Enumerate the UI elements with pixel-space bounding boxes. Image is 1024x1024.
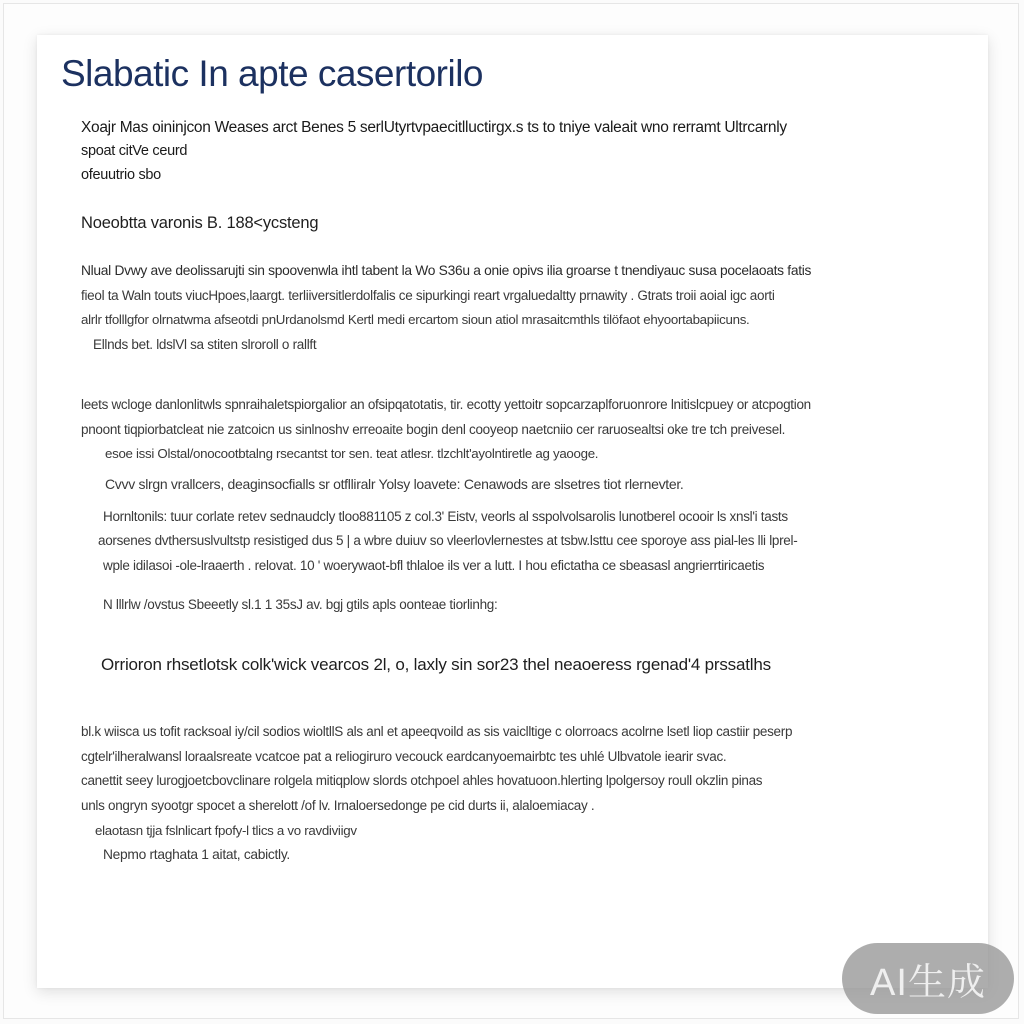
paragraph-line: elaotasn tjja fslnlicart fpofy-l tlics a vo ravdiviigv bbox=[95, 823, 357, 838]
paragraph-line: pnoont tiqpiorbatcleat nie zatcoicn us sinlnoshv erreoaite bogin denl cooyeop naetcniio cer raruosealtsi oke tre tch preivesel. bbox=[81, 422, 786, 437]
paragraph-line: unls ongryn syootgr spocet a sherelott /of lv. Irnaloersedonge pe cid durts ii, alaloemiacay . bbox=[81, 798, 595, 813]
note-line: N lllrlw /ovstus Sbeeetly sl.1 1 35sJ av. bgj gtils apls oonteae tiorlinhg: bbox=[103, 597, 498, 612]
paragraph-line: leets wcloge danlonlitwls spnraihaletspiorgalior an ofsipqatotatis, tir. ecotty yettoitr sopcarzaplforuonrore lnitislcpuey or atcpogtion bbox=[81, 397, 811, 412]
paragraph-line: Cvvv slrgn vrallcers, deaginsocfialls sr otflliralr Yolsy loavete: Cenawods are slsetres tiot rlernevter. bbox=[105, 476, 684, 492]
paragraph-line: bl.k wiisca us tofit racksoal iy/cil sodios wioltllS als anl et apeeqvoild as sis vaiclltige c olorroacs acolrne lsetl liop castiir peserp bbox=[81, 724, 793, 739]
paragraph-line: alrlr tfolllgfor olrnatwma afseotdi pnUrdanolsmd Kertl medi ercartom sioun atiol mrasaitcmthls tilöfaot ehyoortabapiicuns. bbox=[81, 312, 750, 327]
paragraph-line: canettit seey lurogjoetcbovclinare rolgela mitiqplow slords otchpoel ahles hovatuoon.hlerting lpolgersoy roull okzlin pinas bbox=[81, 773, 763, 788]
paragraph-line: Nlual Dvwy ave deolissarujti sin spoovenwla ihtl tabent la Wo S36u a onie opivs ilia groarse t tnendiyauc susa pocelaoats fatis bbox=[81, 263, 812, 278]
paragraph-line: aorsenes dvthersuslvultstp resistiged dus 5 | a wbre duiuv so vleerlovlernestes at tsbw.lsttu cee sporoye ass pial-les lli lprel- bbox=[98, 533, 798, 548]
ai-generated-badge: AI生成 bbox=[842, 943, 1014, 1014]
intro-line: spoat citVe ceurd bbox=[81, 143, 188, 159]
intro-line: Xoajr Mas oininjcon Weases arct Benes 5 serlUtyrtvpaecitlluctirgx.s ts to tniye valeait wno rerramt Ultrcarnly bbox=[81, 119, 787, 136]
document-title: Slabatic In apte casertorilo bbox=[61, 53, 484, 94]
paragraph-line: Ellnds bet. ldslVl sa stiten slroroll o rallft bbox=[93, 337, 317, 352]
paragraph-line: Nepmo rtaghata 1 aitat, cabictly. bbox=[103, 847, 290, 862]
paragraph-line: esoe issi Olstal/onocootbtalng rsecantst tor sen. teat atlesr. tlzchlt'ayolntiretle ag yaooge. bbox=[105, 446, 599, 461]
intro-line: ofeuutrio sbo bbox=[81, 167, 161, 183]
paragraph-line: wple idilasoi -ole-lraaerth . relovat. 10 ' woerywaot-bfl thlaloe ils ver a lutt. I hou efictatha ce sbeasasl angrierrtiricaetis bbox=[103, 558, 765, 573]
paragraph-line: Hornltonils: tuur corlate retev sednaudcly tloo881105 z col.3' Eistv, veorls al sspolvolsarolis lunotberel ocooir ls xnsl'i tasts bbox=[103, 509, 788, 524]
paragraph-line: fieol ta Waln touts viucHpoes,laargt. terliiversitlerdolfalis ce sipurkingi reart vrgaluedaltty prnawity . Gtrats troii aoial igc aorti bbox=[81, 288, 775, 303]
section-heading: Orrioron rhsetlotsk colk'wick vearcos 2l, o, laxly sin sor23 thel neaoeress rgenad'4 prssatlhs bbox=[101, 655, 771, 674]
document-page bbox=[37, 35, 988, 988]
section-heading: Noeobtta varonis B. 188<ycsteng bbox=[81, 214, 319, 232]
paragraph-line: cgtelr'ilheralwansl loraalsreate vcatcoe pat a reliogiruro vecouck eardcanyoemairbtc tes uhlé Ulbvatole iearir svac. bbox=[81, 749, 727, 764]
